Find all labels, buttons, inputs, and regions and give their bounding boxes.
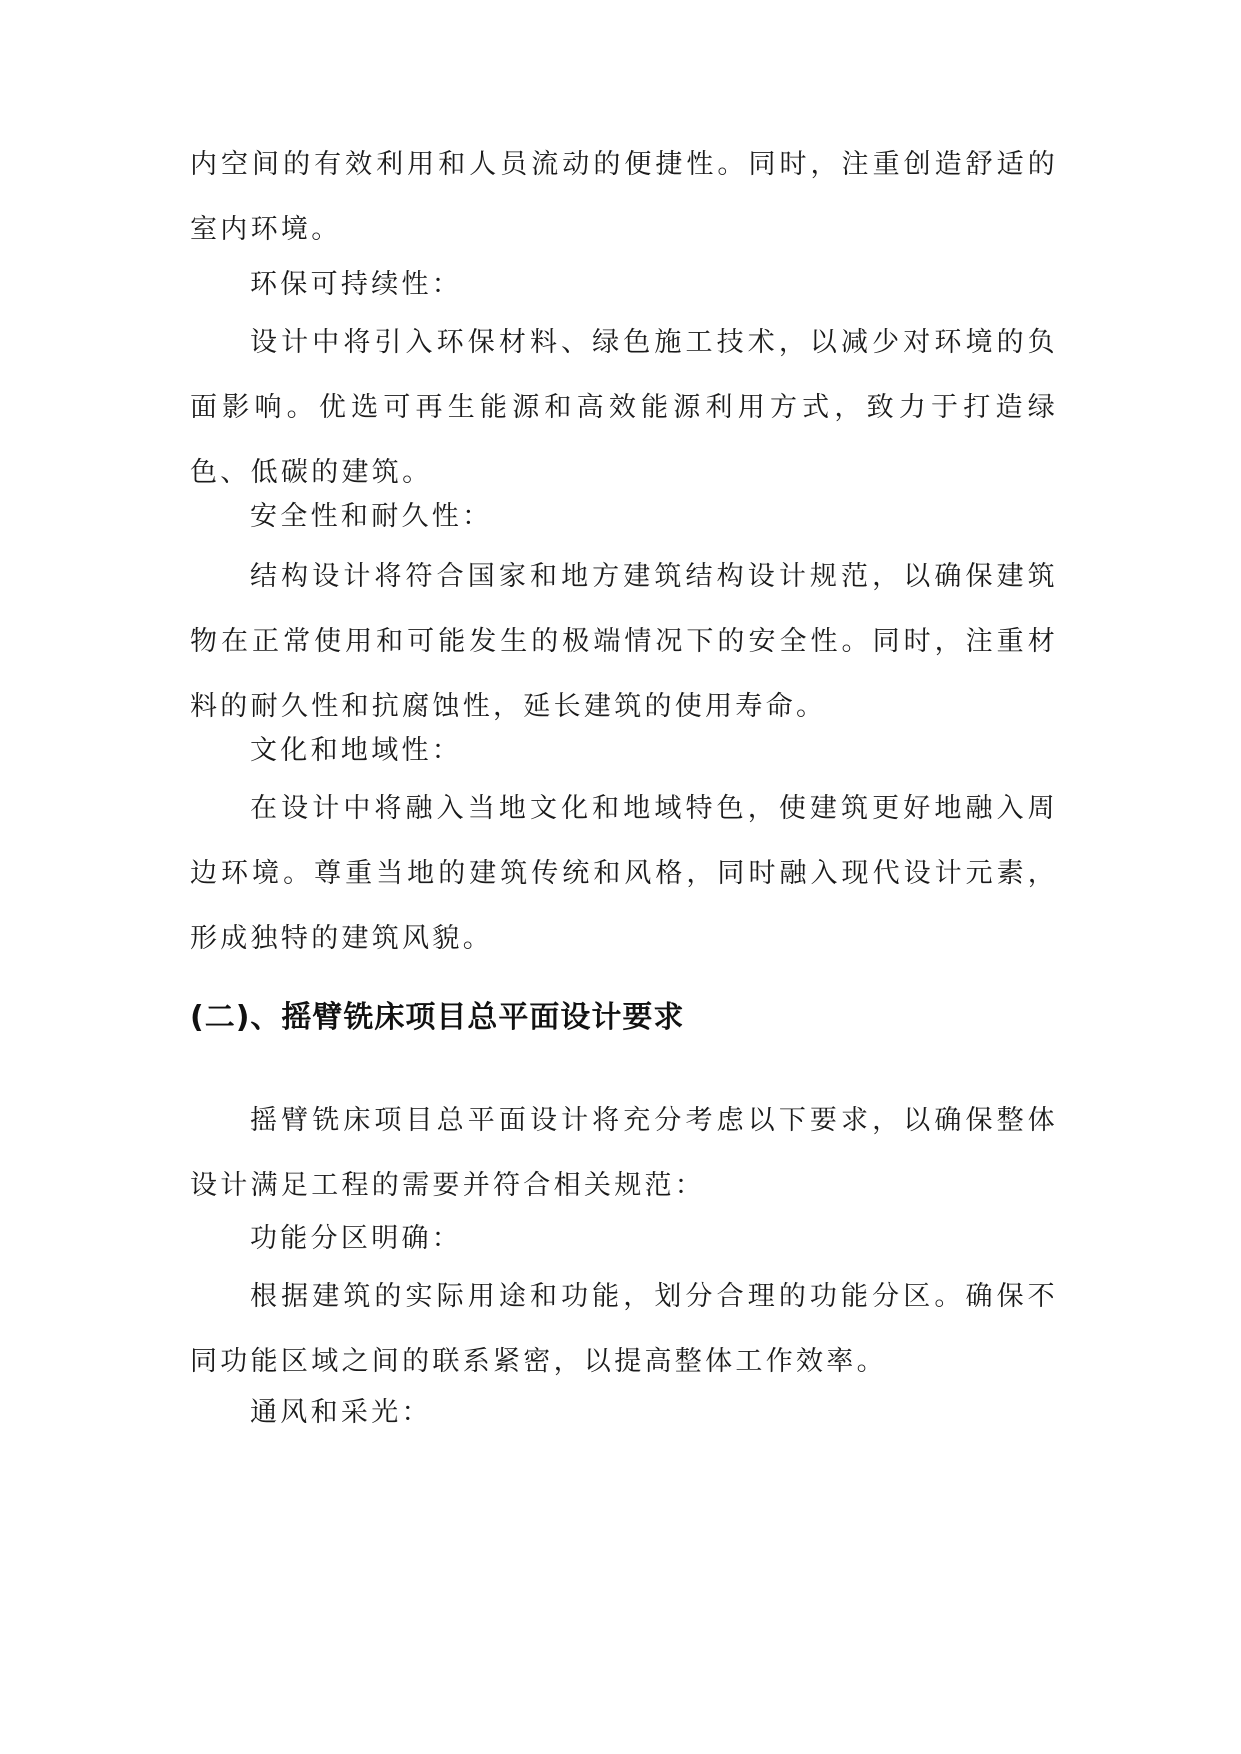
subheading-safety-durability: 安全性和耐久性： (250, 501, 493, 532)
section-heading: (二)、摇臂铣床项目总平面设计要求 (190, 1000, 685, 1035)
paragraph-safety-durability: 结构设计将符合国家和地方建筑结构设计规范，以确保建筑物在正常使用和可能发生的极端情况下的安全性。同时，注重材料的耐久性和抗腐蚀性，延长建筑的使用寿命。 (190, 561, 1058, 722)
paragraph-culture-region: 在设计中将融入当地文化和地域特色，使建筑更好地融入周边环境。尊重当地的建筑传统和风格，同时融入现代设计元素，形成独特的建筑风貌。 (190, 793, 1058, 954)
paragraph-functional-zoning: 根据建筑的实际用途和功能，划分合理的功能分区。确保不同功能区域之间的联系紧密，以提高整体工作效率。 (190, 1281, 1058, 1377)
subheading-ventilation-lighting: 通风和采光： (250, 1397, 432, 1428)
paragraph-site-plan-intro: 摇臂铣床项目总平面设计将充分考虑以下要求，以确保整体设计满足工程的需要并符合相关规范： (190, 1105, 1058, 1201)
paragraph-sustainability: 设计中将引入环保材料、绿色施工技术，以减少对环境的负面影响。优选可再生能源和高效能源利用方式，致力于打造绿色、低碳的建筑。 (190, 327, 1058, 488)
subheading-culture-region: 文化和地域性： (250, 735, 463, 766)
subheading-functional-zoning: 功能分区明确： (250, 1223, 463, 1254)
paragraph-interior-space: 内空间的有效利用和人员流动的便捷性。同时，注重创造舒适的室内环境。 (190, 149, 1058, 245)
subheading-sustainability: 环保可持续性： (250, 269, 463, 300)
